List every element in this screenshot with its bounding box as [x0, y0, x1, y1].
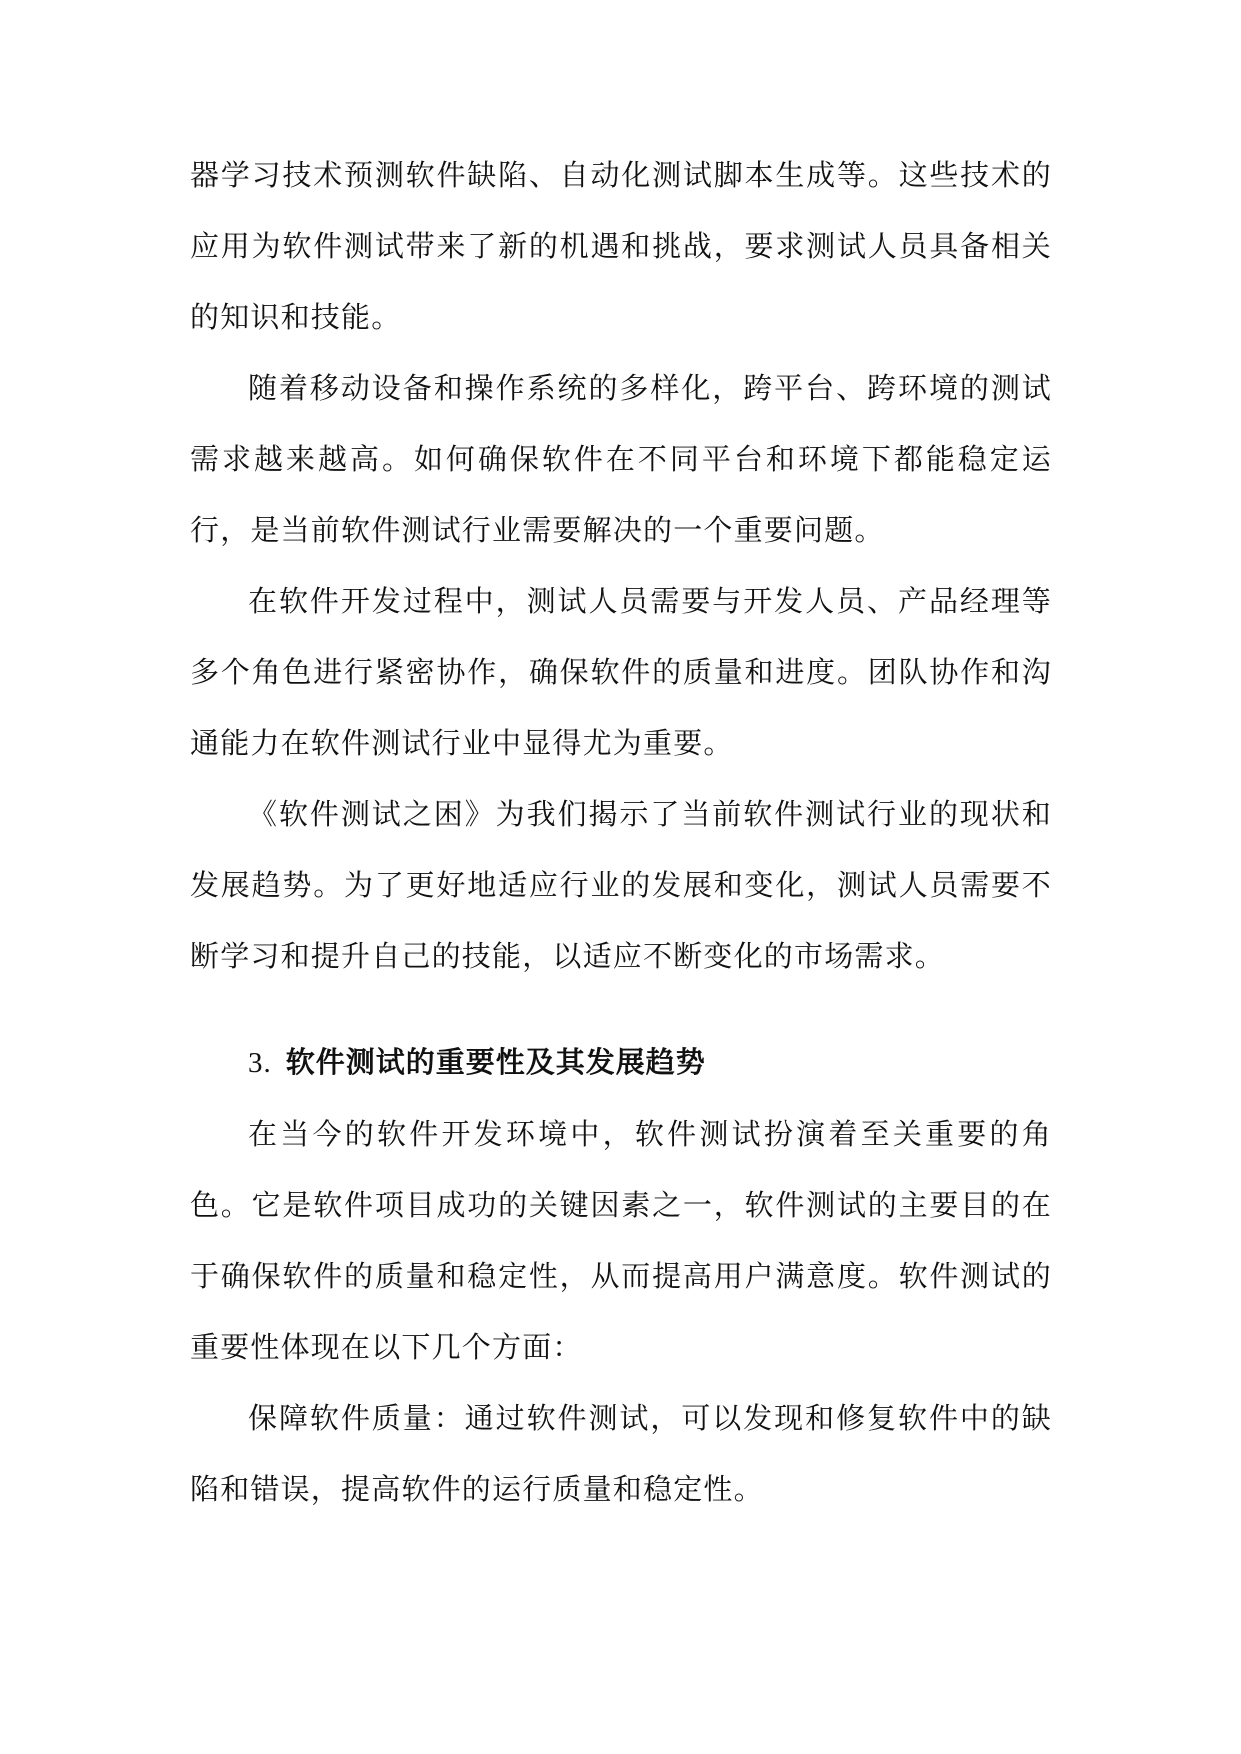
section-title: 软件测试的重要性及其发展趋势	[285, 1045, 706, 1079]
paragraph-book-summary: 《软件测试之困》为我们揭示了当前软件测试行业的现状和发展趋势。为了更好地适应行业的发展和变化，测试人员需要不断学习和提升自己的技能，以适应不断变化的市场需求。	[190, 797, 1052, 973]
paragraph-quality-assurance: 保障软件质量：通过软件测试，可以发现和修复软件中的缺陷和错误，提高软件的运行质量和稳定性。	[190, 1401, 1052, 1506]
section-number: 3.	[248, 1047, 272, 1079]
paragraph-cross-platform: 随着移动设备和操作系统的多样化，跨平台、跨环境的测试需求越来越高。如何确保软件在不同平台和环境下都能稳定运行，是当前软件测试行业需要解决的一个重要问题。	[190, 371, 1052, 547]
paragraph-collaboration: 在软件开发过程中，测试人员需要与开发人员、产品经理等多个角色进行紧密协作，确保软件的质量和进度。团队协作和沟通能力在软件测试行业中显得尤为重要。	[190, 584, 1052, 760]
paragraph-continuation: 器学习技术预测软件缺陷、自动化测试脚本生成等。这些技术的应用为软件测试带来了新的机遇和挑战，要求测试人员具备相关的知识和技能。	[190, 158, 1052, 334]
document-body	[190, 140, 1052, 1525]
section-heading	[190, 1027, 1052, 1099]
paragraph-importance-intro: 在当今的软件开发环境中，软件测试扮演着至关重要的角色。它是软件项目成功的关键因素之一，软件测试的主要目的在于确保软件的质量和稳定性，从而提高用户满意度。软件测试的重要性体现在以下几个方面：	[190, 1117, 1052, 1364]
